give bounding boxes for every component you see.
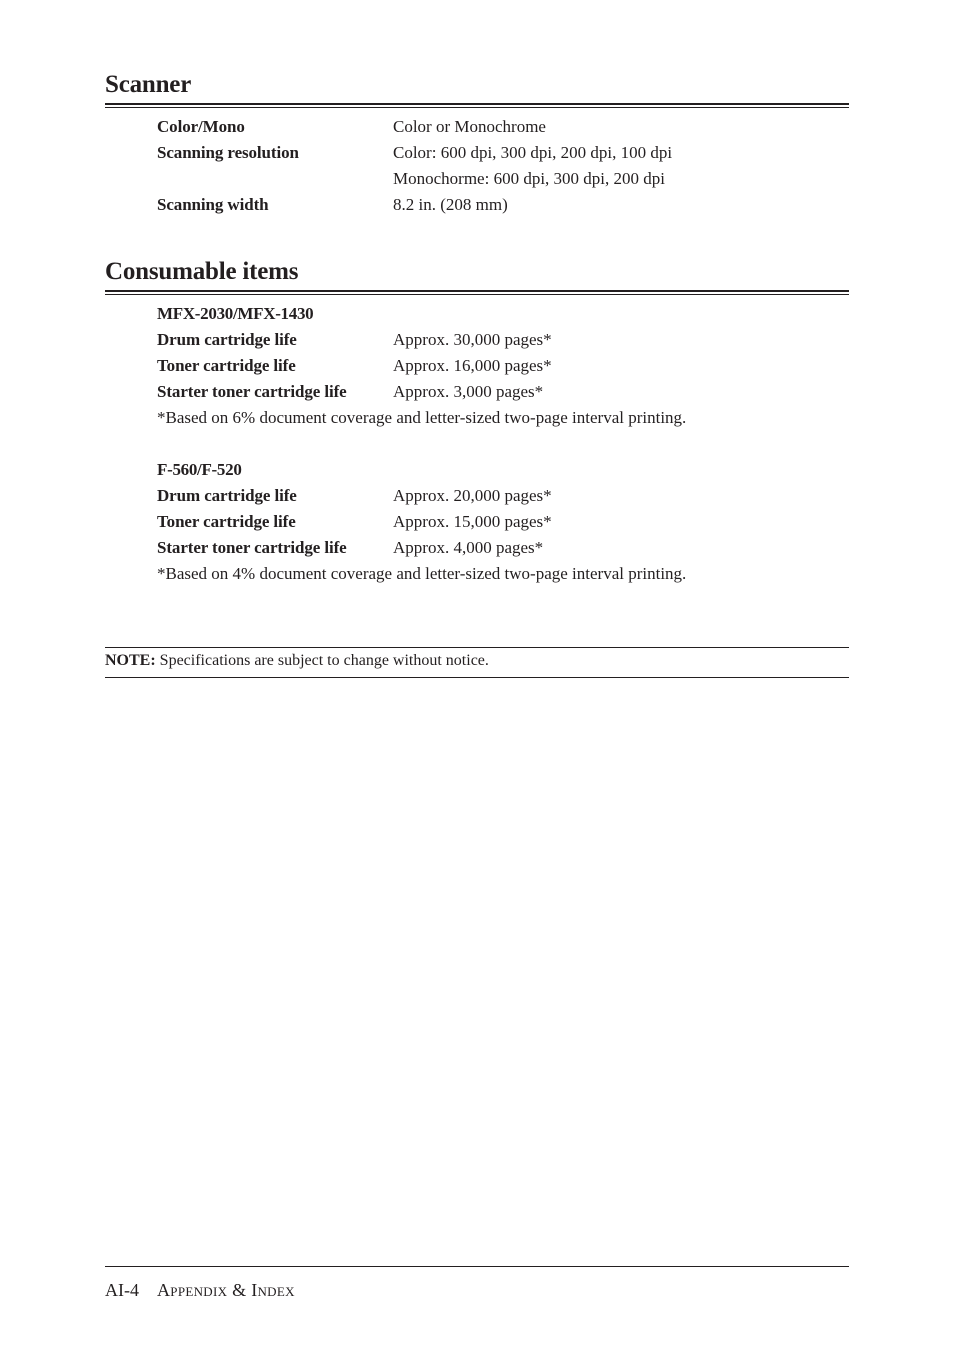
footer-section-title: Appendix & Index [157, 1280, 295, 1300]
model-heading: MFX-2030/MFX-1430 [157, 304, 314, 323]
consumable-label: Starter toner cartridge life [157, 382, 347, 401]
spec-value: Color: 600 dpi, 300 dpi, 200 dpi, 100 dpi [393, 143, 673, 162]
consumable-label: Drum cartridge life [157, 330, 297, 349]
note-bottom-rule [105, 677, 849, 678]
note [105, 648, 489, 674]
model-heading: F-560/F-520 [157, 460, 242, 479]
consumables-heading: Consumable items [105, 258, 299, 285]
footer-rule [105, 1266, 849, 1267]
spec-row-color-mono [157, 114, 849, 140]
spec-label: Scanning resolution [157, 143, 299, 162]
coverage-footnote: *Based on 4% document coverage and letter-sized two-page interval printing. [157, 564, 687, 583]
spec-value: Color or Monochrome [393, 117, 546, 136]
consumable-label: Starter toner cartridge life [157, 538, 347, 557]
consumable-row-drum [157, 327, 849, 353]
consumable-value: Approx. 16,000 pages* [393, 356, 552, 375]
scanner-specs [157, 114, 849, 218]
note-label: NOTE: [105, 652, 156, 669]
coverage-footnote: *Based on 6% document coverage and letter-sized two-page interval printing. [157, 408, 687, 427]
consumable-value: Approx. 4,000 pages* [393, 538, 544, 557]
consumable-row-toner [157, 353, 849, 379]
spec-value: Monochorme: 600 dpi, 300 dpi, 200 dpi [393, 169, 665, 188]
consumable-label: Toner cartridge life [157, 512, 296, 531]
group-spacer [157, 431, 849, 457]
note-text: Specifications are subject to change without notice. [159, 652, 489, 669]
spec-value: 8.2 in. (208 mm) [393, 195, 508, 214]
consumable-row-starter-toner [157, 535, 849, 561]
consumable-row-toner [157, 509, 849, 535]
consumables-specs [157, 301, 849, 587]
scanner-heading: Scanner [105, 71, 192, 98]
consumable-value: Approx. 20,000 pages* [393, 486, 552, 505]
spec-row-scanning-resolution [157, 140, 849, 166]
spec-label: Color/Mono [157, 117, 245, 136]
consumable-label: Drum cartridge life [157, 486, 297, 505]
scanner-heading-rule [105, 103, 849, 108]
consumable-value: Approx. 30,000 pages* [393, 330, 552, 349]
consumable-row-starter-toner [157, 379, 849, 405]
page-footer [105, 1277, 295, 1303]
spec-label: Scanning width [157, 195, 269, 214]
consumable-label: Toner cartridge life [157, 356, 296, 375]
spec-row-scanning-resolution-mono [157, 166, 849, 192]
consumable-row-drum [157, 483, 849, 509]
consumables-heading-rule [105, 290, 849, 295]
spec-row-scanning-width [157, 192, 849, 218]
consumable-value: Approx. 3,000 pages* [393, 382, 544, 401]
consumable-value: Approx. 15,000 pages* [393, 512, 552, 531]
page-number: AI-4 [105, 1280, 139, 1300]
